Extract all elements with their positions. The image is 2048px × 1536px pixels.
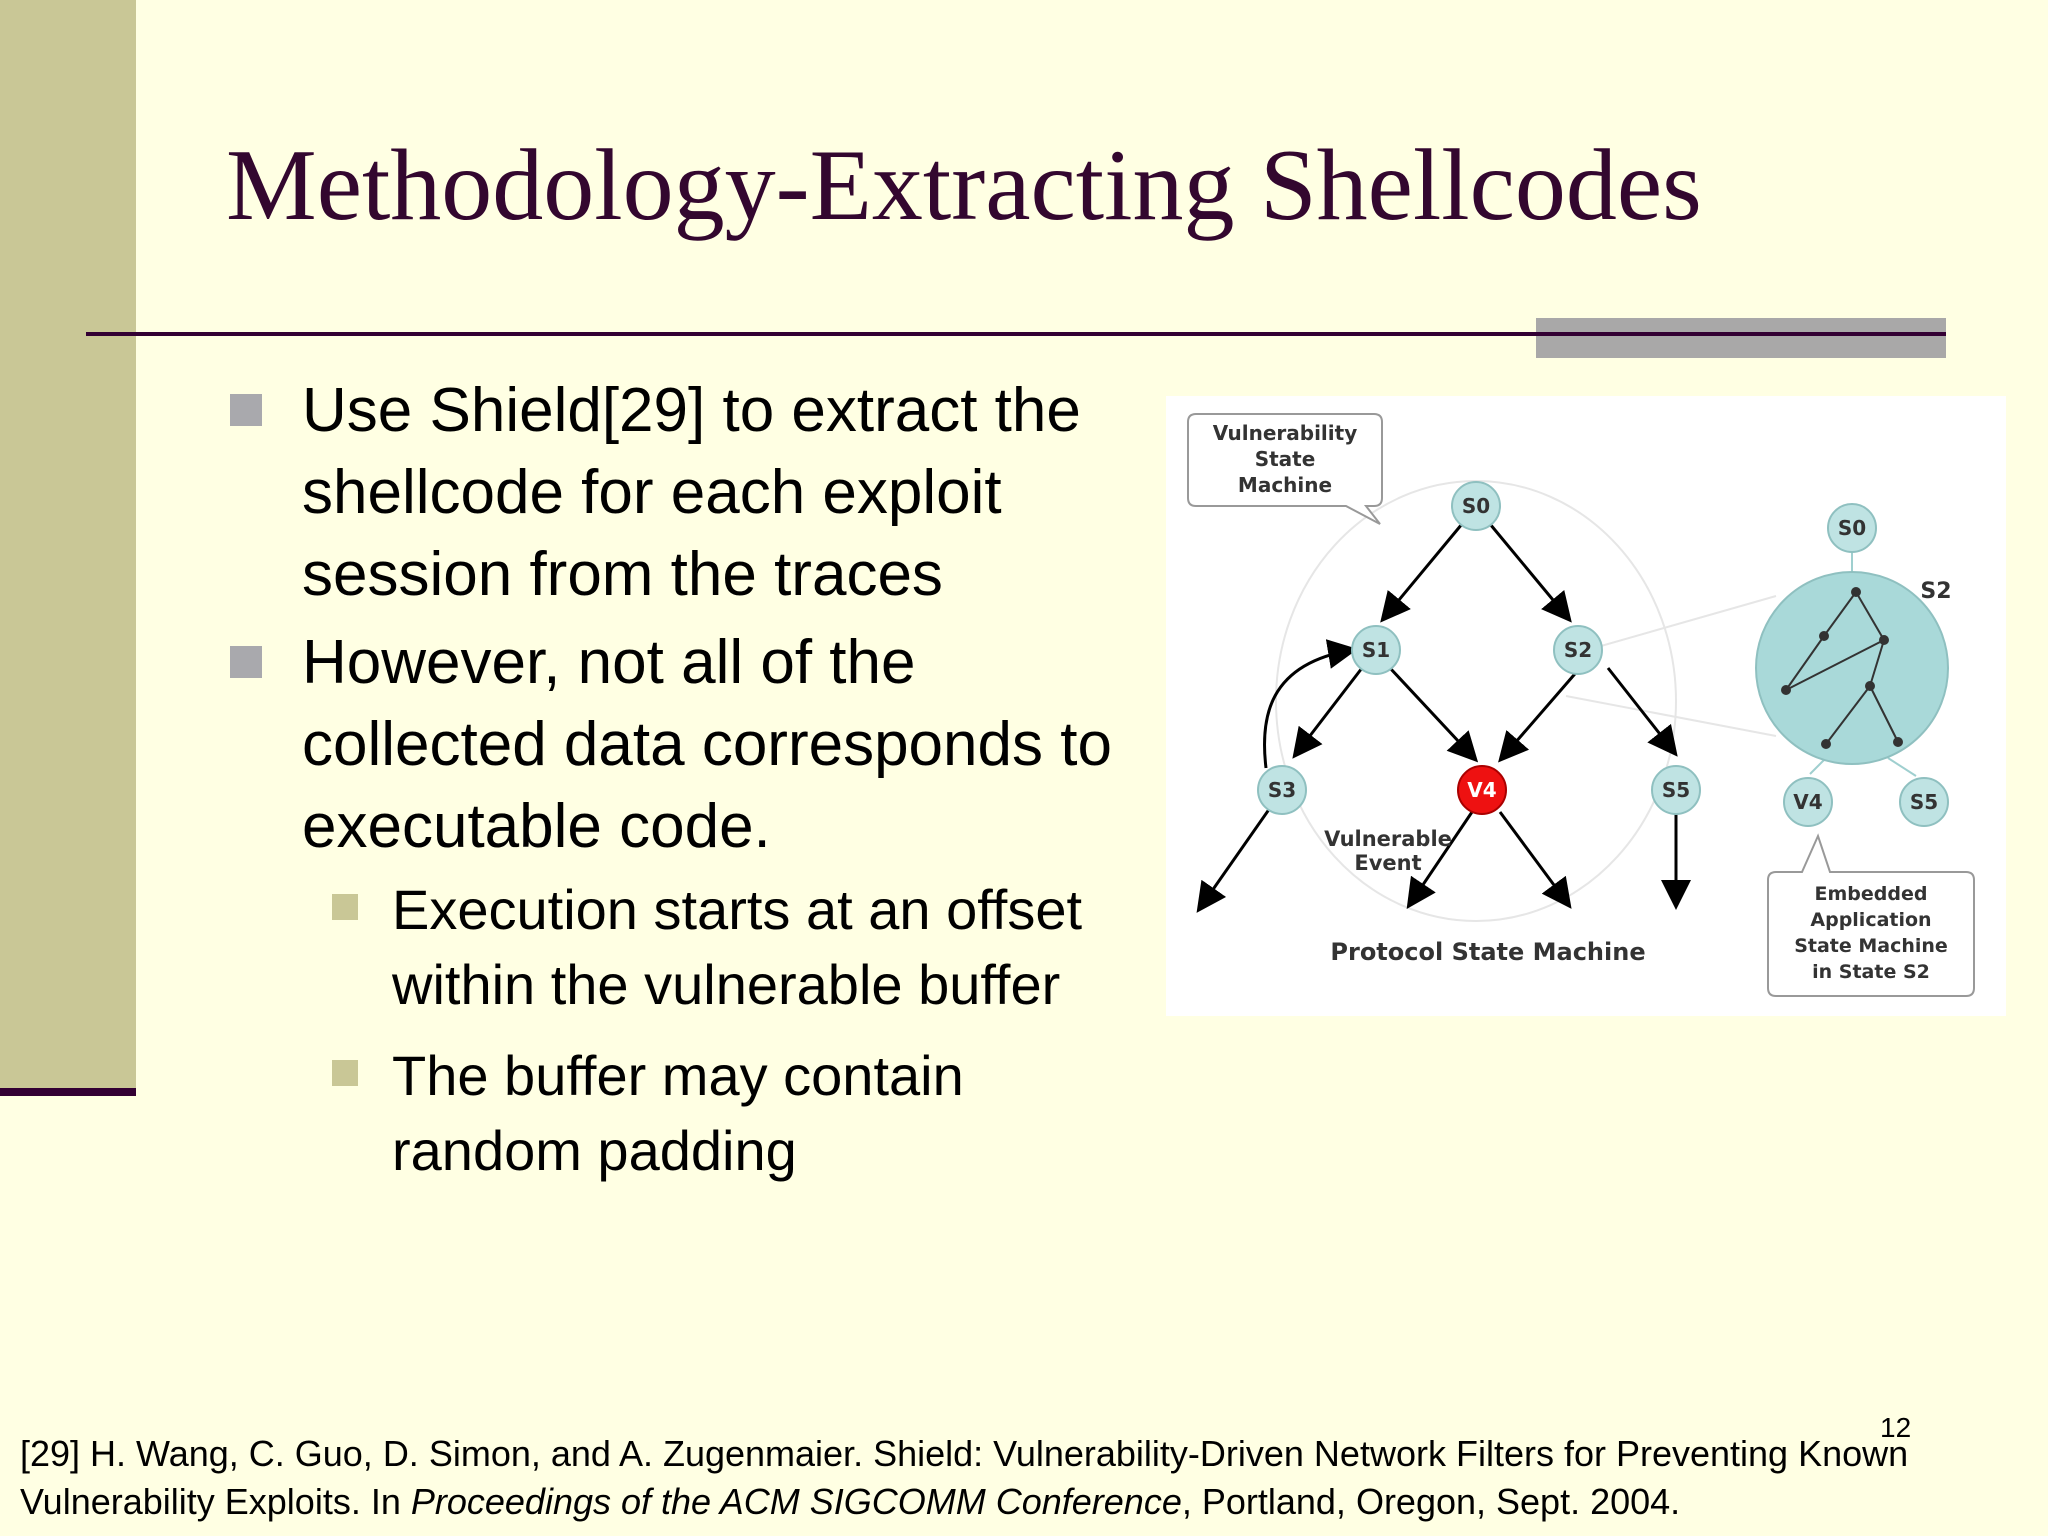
title-rule-accent bbox=[1536, 318, 1946, 358]
embedded-node-label: S0 bbox=[1837, 516, 1867, 540]
node-s2 bbox=[1554, 626, 1602, 674]
node-label: S5 bbox=[1661, 778, 1691, 802]
callout-embedded-line: in State S2 bbox=[1812, 961, 1930, 983]
node-s0 bbox=[1452, 482, 1500, 530]
page-number: 12 bbox=[1880, 1412, 1912, 1443]
node-label: S0 bbox=[1461, 494, 1491, 518]
citation-venue: Proceedings of the ACM SIGCOMM Conference bbox=[410, 1481, 1182, 1522]
edge-v4-out-right bbox=[1500, 812, 1568, 904]
bullet-square-icon bbox=[230, 394, 262, 426]
embedded-connector-right bbox=[1888, 758, 1916, 776]
sub-bullet-text: The buffer may contain random padding bbox=[392, 1044, 964, 1182]
edge-s1-s3 bbox=[1296, 668, 1362, 754]
vulnerable-event-label: Event bbox=[1354, 851, 1422, 875]
edge-s3-out bbox=[1200, 808, 1270, 908]
embedded-cluster-label: S2 bbox=[1920, 579, 1952, 604]
callout-embedded-line: Embedded bbox=[1814, 883, 1928, 905]
node-label: S3 bbox=[1267, 778, 1297, 802]
slide-title: Methodology-Extracting Shellcodes bbox=[226, 129, 1702, 242]
callout-embedded-application bbox=[1768, 836, 1974, 996]
callout-vsm-line: Vulnerability bbox=[1212, 421, 1358, 445]
edge-s0-s2 bbox=[1490, 524, 1568, 618]
embedded-s2-cluster bbox=[1756, 572, 1948, 764]
citation-footnote bbox=[20, 1430, 2030, 1526]
callout-embedded-line: State Machine bbox=[1794, 935, 1948, 957]
edge-s1-v4 bbox=[1390, 668, 1474, 758]
bullet-text: However, not all of the collected data corresponds to executable code. bbox=[302, 628, 1112, 861]
vulnerable-event-label: Vulnerable bbox=[1324, 827, 1452, 851]
node-s1 bbox=[1352, 626, 1400, 674]
citation-location-date: , Portland, Oregon, Sept. 2004. bbox=[1181, 1481, 1681, 1522]
left-accent-underline bbox=[0, 1088, 136, 1096]
bullet-item bbox=[226, 622, 1166, 1188]
zoom-line-bottom bbox=[1566, 696, 1776, 736]
sub-bullet-item bbox=[226, 1038, 1166, 1188]
node-v4-vulnerable bbox=[1458, 766, 1506, 814]
callout-vsm-line: Machine bbox=[1237, 473, 1333, 497]
node-label: S2 bbox=[1563, 638, 1593, 662]
sub-bullet-square-icon bbox=[332, 1060, 358, 1086]
embedded-node-label: S5 bbox=[1909, 790, 1939, 814]
node-label: V4 bbox=[1467, 778, 1497, 802]
title-rule bbox=[86, 332, 1946, 336]
edge-s2-v4 bbox=[1502, 668, 1580, 758]
sub-bullet-text: Execution starts at an offset within the vulnerable buffer bbox=[392, 878, 1083, 1016]
edge-s2-s5 bbox=[1608, 668, 1674, 752]
sub-bullet-list bbox=[226, 872, 1166, 1188]
embedded-state-machine bbox=[1756, 504, 1952, 826]
callout-vulnerability-state-machine bbox=[1188, 414, 1382, 524]
embedded-node-label: V4 bbox=[1793, 790, 1823, 814]
citation-authors-title: [29] H. Wang, C. Guo, D. Simon, and A. Zugenmaier. Shield: Vulnerability-Driven Network Filters for Preventing Known Vulnerability Exploits. In bbox=[20, 1433, 1909, 1522]
node-label: S1 bbox=[1361, 638, 1391, 662]
state-machine-diagram bbox=[1166, 396, 2006, 1016]
sub-bullet-item bbox=[226, 872, 1166, 1022]
callout-embedded-line: Application bbox=[1810, 909, 1932, 931]
edge-s0-s1 bbox=[1384, 524, 1462, 618]
bullet-item bbox=[226, 370, 1166, 616]
node-s3 bbox=[1258, 766, 1306, 814]
shield-state-machine-figure bbox=[1166, 396, 2006, 1016]
protocol-state-machine-label: Protocol State Machine bbox=[1330, 938, 1646, 966]
bullet-text: Use Shield[29] to extract the shellcode for each exploit session from the traces bbox=[302, 376, 1081, 609]
callout-vsm-line: State bbox=[1254, 447, 1316, 471]
sub-bullet-square-icon bbox=[332, 894, 358, 920]
left-accent-bar bbox=[0, 0, 136, 1090]
bullet-list bbox=[226, 370, 1166, 1204]
bullet-square-icon bbox=[230, 646, 262, 678]
node-s5 bbox=[1652, 766, 1700, 814]
